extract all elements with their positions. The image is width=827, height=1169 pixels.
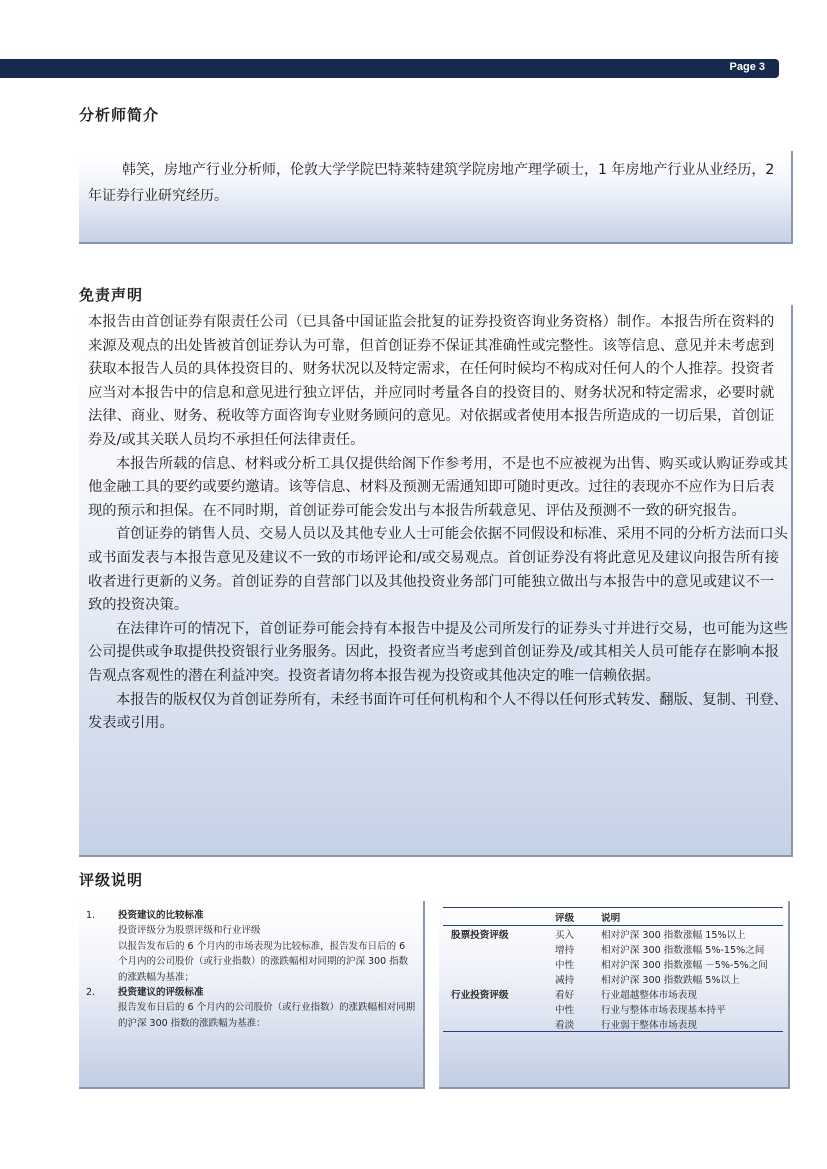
table-header-cell <box>443 908 551 926</box>
disclaimer-paragraph: 在法律许可的情况下，首创证券可能会持有本报告中提及公司所发行的证券头寸并进行交易，也可能为这些公司提供或争取提供投资银行业务服务。因此，投资者应当考虑到首创证券及/或其相关人员可能存在影响本报告观点客观性的潜在利益冲突。投资者请勿将本报告视为投资或其他决定的唯一信赖依据。 <box>88 620 788 684</box>
rating-section-title: 评级说明 <box>79 871 144 889</box>
table-header-row <box>443 908 783 926</box>
table-row <box>443 1001 783 1016</box>
header-bar <box>0 59 779 78</box>
table-desc: 相对沪深 300 指数涨幅 －5%-5%之间 <box>601 959 768 971</box>
table-level: 看好 <box>555 989 575 1001</box>
rating-table <box>443 907 783 1032</box>
rating-criteria <box>86 908 416 1031</box>
disclaimer-paragraph: 本报告由首创证券有限责任公司（已具备中国证监会批复的证券投资咨询业务资格）制作。本报告所在资料的来源及观点的出处皆被首创证券认为可靠，但首创证券不保证其准确性或完整性。该等信息、意见并未考虑到获取本报告人员的具体投资目的、财务状况以及特定需求，在任何时候均不构成对任何人的个人推荐。投资者应当对本报告中的信息和意见进行独立评估，并应同时考量各自的投资目的、财务状况和特定需求，必要时就法律、商业、财务、税收等方面咨询专业财务顾问的意见。对依据或者使用本报告所造成的一切后果，首创证券及/或其关联人员均不承担任何法律责任。 <box>88 314 775 448</box>
criteria-number: 1. <box>86 910 96 921</box>
analyst-section-title: 分析师简介 <box>79 106 160 124</box>
table-header-cell: 评级 <box>555 912 575 924</box>
table-desc: 行业与整体市场表现基本持平 <box>601 1004 726 1016</box>
criteria-number: 2. <box>86 987 96 999</box>
table-desc: 相对沪深 300 指数涨幅 15%以上 <box>601 929 746 941</box>
table-desc: 行业弱于整体市场表现 <box>601 1019 697 1031</box>
table-level: 增持 <box>555 944 575 956</box>
disclaimer-section-title: 免责声明 <box>79 286 144 304</box>
disclaimer-paragraph: 本报告的版权仅为首创证券所有，未经书面许可任何机构和个人不得以任何形式转发、翻版、复制、刊登、发表或引用。 <box>88 691 788 732</box>
disclaimer-body <box>88 311 788 736</box>
table-level: 买入 <box>555 929 575 941</box>
criteria-item <box>86 985 416 1031</box>
table-category: 股票投资评级 <box>451 929 509 941</box>
table-level: 减持 <box>555 974 575 986</box>
page-number: Page 3 <box>729 61 765 73</box>
table-row <box>443 1016 783 1032</box>
table-level: 中性 <box>555 1004 575 1016</box>
table-row <box>443 971 783 986</box>
disclaimer-paragraph: 本报告所载的信息、材料或分析工具仅提供给阁下作参考用，不是也不应被视为出售、购买或认购证券或其他金融工具的要约或要约邀请。该等信息、材料及预测无需通知即可随时更改。过往的表现亦不应作为日后表现的预示和担保。在不同时期，首创证券可能会发出与本报告所载意见、评估及预测不一致的研究报告。 <box>88 455 788 519</box>
table-row <box>443 956 783 971</box>
table-desc: 行业超越整体市场表现 <box>601 989 697 1001</box>
criteria-line: 投资评级分为股票评级和行业评级 <box>118 925 261 937</box>
criteria-heading: 投资建议的评级标准 <box>118 987 204 999</box>
criteria-line: 以报告发布后的 6 个月内的市场表现为比较标准，报告发布日后的 6 个月内的公司股价（或行业指数）的涨跌幅相对同期的沪深 300 指数的涨跌幅为基准； <box>118 940 409 983</box>
table-row <box>443 941 783 956</box>
criteria-item <box>86 908 416 985</box>
table-level: 中性 <box>555 959 575 971</box>
table-header-cell: 说明 <box>601 912 621 924</box>
analyst-bio: 韩笑，房地产行业分析师，伦敦大学学院巴特莱特建筑学院房地产理学硕士，1 年房地产行业从业经历，2 年证券行业研究经历。 <box>88 162 775 204</box>
table-desc: 相对沪深 300 指数跌幅 5%以上 <box>601 974 740 986</box>
table-row <box>443 926 783 942</box>
table-category: 行业投资评级 <box>451 989 509 1001</box>
table-row <box>443 986 783 1001</box>
table-desc: 相对沪深 300 指数涨幅 5%-15%之间 <box>601 944 765 956</box>
disclaimer-paragraph: 首创证券的销售人员、交易人员以及其他专业人士可能会依据不同假设和标准、采用不同的分析方法而口头或书面发表与本报告意见及建议不一致的市场评论和/或交易观点。首创证券没有将此意见及建议向报告所有接收者进行更新的义务。首创证券的自营部门以及其他投资业务部门可能独立做出与本报告中的意见或建议不一致的投资决策。 <box>88 526 788 614</box>
criteria-line: 报告发布日后的 6 个月内的公司股价（或行业指数）的涨跌幅相对同期的沪深 300 指数的涨跌幅为基准： <box>118 1002 416 1029</box>
table-level: 看淡 <box>555 1019 575 1031</box>
criteria-heading: 投资建议的比较标准 <box>118 910 204 921</box>
